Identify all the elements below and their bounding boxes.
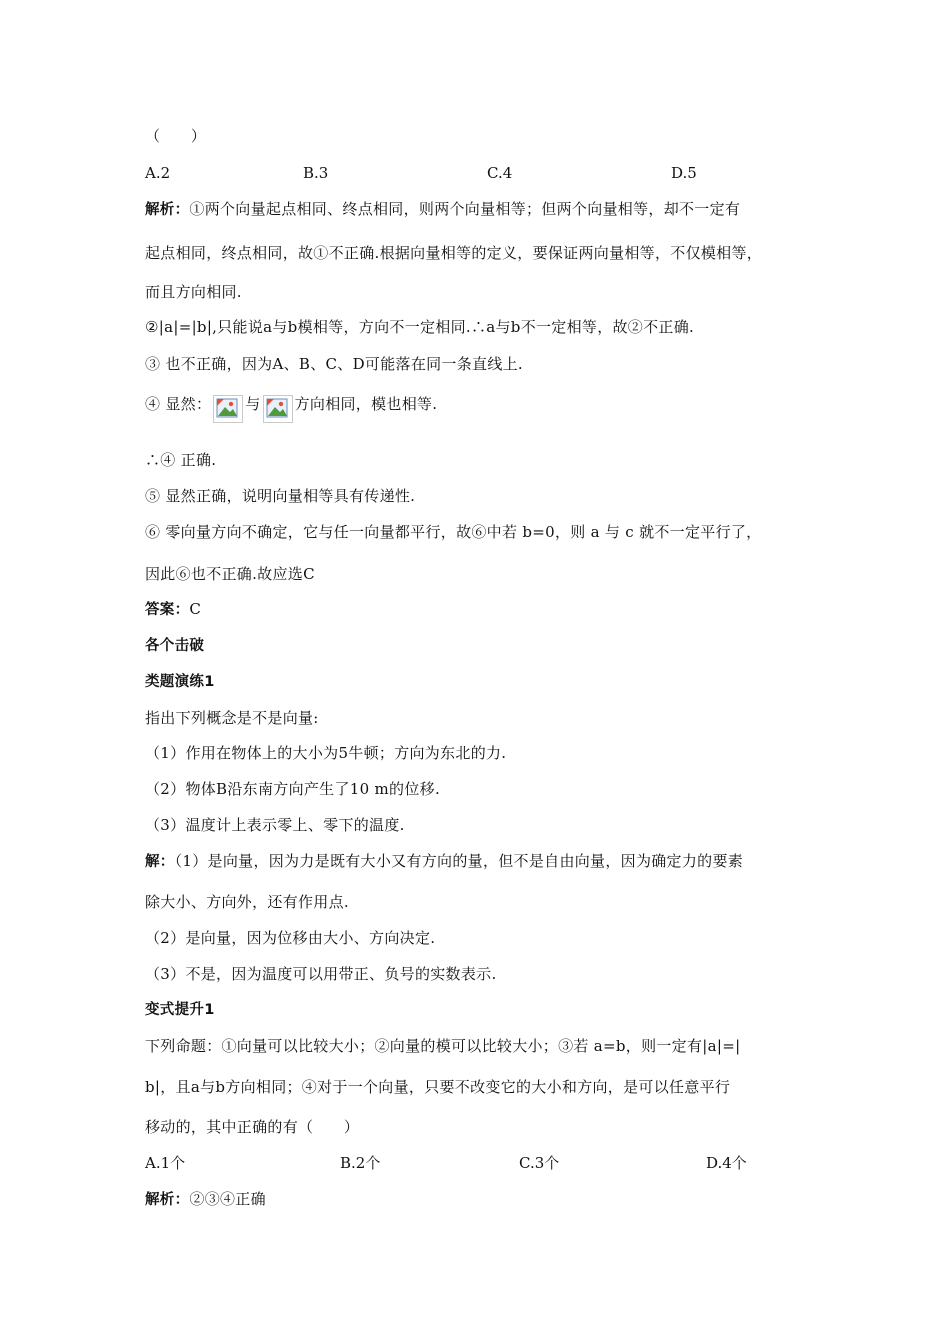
analysis-line-7: ∴④ 正确. xyxy=(145,451,217,469)
answer-value: C xyxy=(189,600,202,618)
option-c: C.4 xyxy=(487,164,513,182)
broken-image-icon xyxy=(213,395,243,423)
analysis-line-8: ⑤ 显然正确，说明向量相等具有传递性. xyxy=(145,487,416,505)
option-a: A.2 xyxy=(145,164,171,182)
analysis2-line: 解析：②③④正确 xyxy=(145,1190,266,1208)
analysis-line-4: ②|a|=|b|,只能说a与b模相等，方向不一定相同.∴a与b不一定相等，故②不正确. xyxy=(145,318,695,336)
answer-label: 答案： xyxy=(145,602,190,618)
variant-line-2: b|，且a与b方向相同；④对于一个向量，只要不改变它的大小和方向，是可以任意平行 xyxy=(145,1078,731,1096)
practice-title: 类题演练1 xyxy=(145,674,215,690)
variant-option-c: C.3个 xyxy=(519,1154,560,1172)
solution-line-1: 解：（1）是向量，因为力是既有大小又有方向的量，但不是自由向量，因为确定力的要素 xyxy=(145,852,744,870)
practice-item-1: （1）作用在物体上的大小为5牛顿；方向为东北的力. xyxy=(145,744,507,762)
section-title: 各个击破 xyxy=(145,638,205,654)
variant-line-3: 移动的，其中正确的有（ ） xyxy=(145,1118,360,1136)
solution-line-4: （3）不是，因为温度可以用带正、负号的实数表示. xyxy=(145,965,497,983)
practice-prompt: 指出下列概念是不是向量: xyxy=(145,709,319,727)
variant-option-b: B.2个 xyxy=(340,1154,381,1172)
analysis-line-1: 解析：①两个向量起点相同、终点相同，则两个向量相等；但两个向量相等，却不一定有 xyxy=(145,200,741,218)
variant-title: 变式提升1 xyxy=(145,1002,215,1018)
analysis-line-3: 而且方向相同. xyxy=(145,283,242,301)
practice-item-2: （2）物体B沿东南方向产生了10 m的位移. xyxy=(145,780,441,798)
analysis2-label: 解析： xyxy=(145,1192,190,1208)
option-d: D.5 xyxy=(671,164,697,182)
analysis-line-10: 因此⑥也不正确.故应选C xyxy=(145,565,315,583)
analysis-line-9: ⑥ 零向量方向不确定，它与任一向量都平行，故⑥中若 b=0，则 a 与 c 就不一定平行了， xyxy=(145,523,762,541)
analysis-line-6: ④ 显然： 与 方向相同，模也相等. xyxy=(145,391,437,419)
variant-line-1: 下列命题：①向量可以比较大小；②向量的模可以比较大小；③若 a=b，则一定有|a|=| xyxy=(145,1037,741,1055)
variant-option-d: D.4个 xyxy=(706,1154,747,1172)
practice-item-3: （3）温度计上表示零上、零下的温度. xyxy=(145,816,405,834)
option-b: B.3 xyxy=(303,164,329,182)
answer-line xyxy=(145,599,201,620)
analysis-line-2: 起点相同，终点相同，故①不正确.根据向量相等的定义，要保证两向量相等，不仅模相等， xyxy=(145,244,763,262)
variant-option-a: A.1个 xyxy=(145,1154,186,1172)
broken-image-icon xyxy=(263,395,293,423)
solution-label: 解： xyxy=(145,854,175,870)
analysis-line-5: ③ 也不正确，因为A、B、C、D可能落在同一条直线上. xyxy=(145,355,523,373)
analysis-label: 解析： xyxy=(145,202,190,218)
solution-line-2: 除大小、方向外，还有作用点. xyxy=(145,893,349,911)
question-paren: （ ） xyxy=(145,127,207,145)
solution-line-3: （2）是向量，因为位移由大小、方向决定. xyxy=(145,929,436,947)
